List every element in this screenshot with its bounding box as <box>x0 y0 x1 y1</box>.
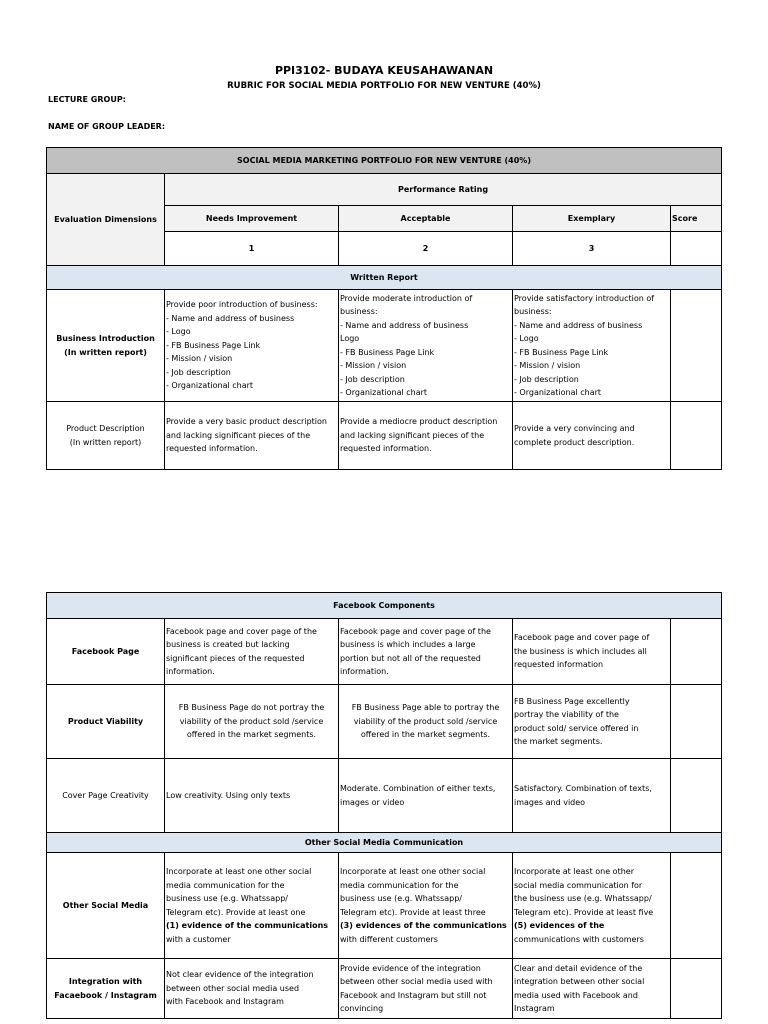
rating-cell: Low creativity. Using only texts <box>165 759 339 833</box>
rating-cell: Moderate. Combination of either texts, images or video <box>339 759 513 833</box>
rating-cell: Facebook page and cover page of the business is created but lacking significant pieces of the requested information. <box>165 619 339 685</box>
rating-cell: Clear and detail evidence of the integration between other social media used with Facebook and Instagram <box>513 959 671 1019</box>
rating-cell: FB Business Page able to portray the viability of the product sold /service offered in the market segments. <box>339 685 513 759</box>
rating-cell: Provide moderate introduction of business: - Name and address of business Logo - FB Business Page Link - Mission / vision - Job description - Organizational chart <box>339 290 513 402</box>
section-other-social-media: Other Social Media Communication <box>47 833 722 853</box>
rating-cell: Provide evidence of the integration between other social media used with Facebook and Instagram but still not convincing <box>339 959 513 1019</box>
level-acceptable: Acceptable <box>339 206 513 232</box>
score-cell <box>671 619 722 685</box>
table-row <box>47 290 722 402</box>
score-cell <box>671 759 722 833</box>
performance-rating-header: Performance Rating <box>165 174 722 206</box>
dimension-cell: Product Description (In written report) <box>47 402 165 470</box>
level-needs-improvement: Needs Improvement <box>165 206 339 232</box>
table-title: SOCIAL MEDIA MARKETING PORTFOLIO FOR NEW VENTURE (40%) <box>47 148 722 174</box>
rating-cell: Provide a very convincing and complete product description. <box>513 402 671 470</box>
table-row <box>47 759 722 833</box>
rubric-table-written <box>46 147 722 470</box>
table-row <box>47 853 722 959</box>
score-cell <box>671 853 722 959</box>
level-number-2: 2 <box>339 232 513 266</box>
score-cell <box>671 959 722 1019</box>
rating-cell: Incorporate at least one other social media communication for the business use (e.g. Whatssapp/ Telegram etc). Provide at least three (3) evidences of the communications with different customers <box>339 853 513 959</box>
score-cell <box>671 402 722 470</box>
dimension-cell: Integration with Facaebook / Instagram <box>47 959 165 1019</box>
rating-cell: FB Business Page excellently portray the viability of the product sold/ service offered in the market segments. <box>513 685 671 759</box>
dimension-cell: Other Social Media <box>47 853 165 959</box>
rating-cell: Satisfactory. Combination of texts, images and video <box>513 759 671 833</box>
group-leader-label: NAME OF GROUP LEADER: <box>48 122 166 131</box>
table-row <box>47 685 722 759</box>
rating-cell: FB Business Page do not portray the viability of the product sold /service offered in the market segments. <box>165 685 339 759</box>
score-cell <box>671 232 722 266</box>
rating-cell: Incorporate at least one other social media communication for the business use (e.g. Whatssapp/ Telegram etc). Provide at least five (5) evidences of the communications with customers <box>513 853 671 959</box>
level-number-3: 3 <box>513 232 671 266</box>
table-row <box>47 959 722 1019</box>
rating-cell: Facebook page and cover page of the business is which includes a large portion but not all of the requested information. <box>339 619 513 685</box>
rating-cell: Facebook page and cover page of the business is which includes all requested information <box>513 619 671 685</box>
rating-cell: Provide poor introduction of business: - Name and address of business - Logo - FB Business Page Link - Mission / vision - Job description - Organizational chart <box>165 290 339 402</box>
section-facebook-components: Facebook Components <box>47 593 722 619</box>
level-exemplary: Exemplary <box>513 206 671 232</box>
page-subtitle: RUBRIC FOR SOCIAL MEDIA PORTFOLIO FOR NEW VENTURE (40%) <box>227 81 541 91</box>
rating-cell: Not clear evidence of the integration between other social media used with Facebook and Instagram <box>165 959 339 1019</box>
rating-cell: Provide a very basic product description and lacking significant pieces of the requested information. <box>165 402 339 470</box>
dimension-cell: Cover Page Creativity <box>47 759 165 833</box>
page-title: PPI3102- BUDAYA KEUSAHAWANAN <box>274 64 494 77</box>
rating-cell: Incorporate at least one other social media communication for the business use (e.g. Whatssapp/ Telegram etc). Provide at least one (1) evidence of the communications with a customer <box>165 853 339 959</box>
evaluation-dimensions-header: Evaluation Dimensions <box>47 174 165 266</box>
dimension-cell: Product Viability <box>47 685 165 759</box>
score-cell <box>671 685 722 759</box>
level-number-1: 1 <box>165 232 339 266</box>
table-row <box>47 402 722 470</box>
table-row <box>47 619 722 685</box>
lecture-group-label: LECTURE GROUP: <box>48 95 126 104</box>
score-cell <box>671 290 722 402</box>
dimension-cell: Business Introduction (In written report) <box>47 290 165 402</box>
rating-cell: Provide satisfactory introduction of business: - Name and address of business - Logo - FB Business Page Link - Mission / vision - Job description - Organizational chart <box>513 290 671 402</box>
rubric-table-facebook <box>46 592 722 1019</box>
rating-cell: Provide a mediocre product description and lacking significant pieces of the requested information. <box>339 402 513 470</box>
section-written-report: Written Report <box>47 266 722 290</box>
score-header: Score <box>671 206 722 232</box>
dimension-cell: Facebook Page <box>47 619 165 685</box>
